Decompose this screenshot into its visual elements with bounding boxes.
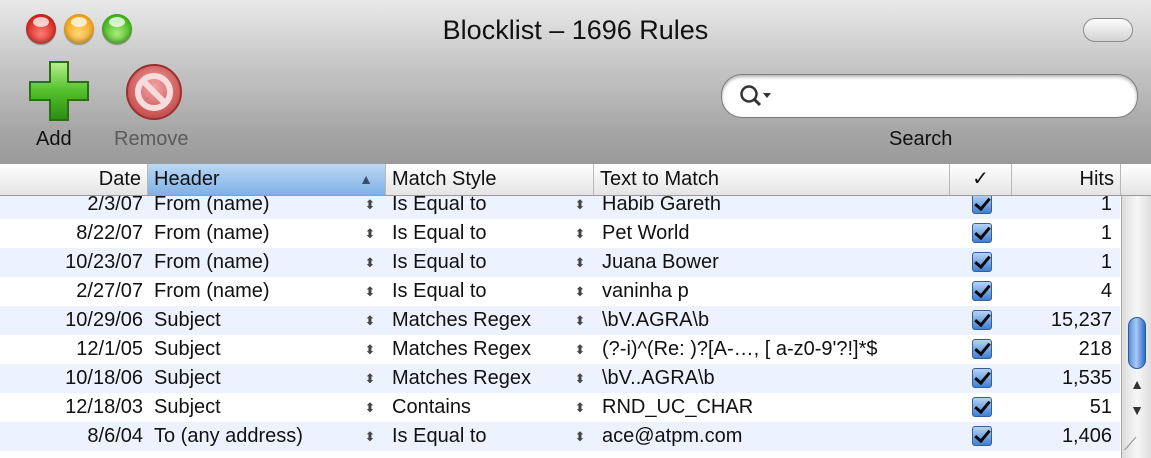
- search-input[interactable]: [778, 81, 1122, 111]
- hits-cell: 1: [1100, 222, 1112, 244]
- hits-cell: 1,406: [1061, 425, 1112, 447]
- column-header-corner: [1121, 164, 1151, 195]
- match-style-cell[interactable]: Matches Regex: [392, 338, 531, 360]
- match-style-popup-arrows-icon[interactable]: ⬍: [574, 284, 586, 299]
- prohibit-icon: [124, 62, 184, 122]
- table-row[interactable]: [0, 248, 1120, 277]
- text-to-match-cell[interactable]: Juana Bower: [602, 251, 719, 273]
- match-style-cell[interactable]: Matches Regex: [392, 309, 531, 331]
- hits-cell: 15,237: [1050, 309, 1112, 331]
- table-header: [0, 164, 1151, 196]
- hits-cell: 218: [1078, 338, 1112, 360]
- match-style-cell[interactable]: Is Equal to: [392, 222, 487, 244]
- enabled-checkbox[interactable]: [972, 397, 992, 417]
- add-label: Add: [36, 128, 72, 150]
- header-cell[interactable]: Subject: [154, 338, 221, 360]
- enabled-checkbox[interactable]: [972, 310, 992, 330]
- scroll-thumb[interactable]: [1128, 317, 1146, 369]
- date-cell: 2/27/07: [76, 280, 143, 302]
- header-popup-arrows-icon[interactable]: ⬍: [364, 371, 376, 386]
- header-popup-arrows-icon[interactable]: ⬍: [364, 197, 376, 212]
- header-popup-arrows-icon[interactable]: ⬍: [364, 255, 376, 270]
- header-cell[interactable]: Subject: [154, 367, 221, 389]
- sort-ascending-icon: ▲: [359, 171, 373, 187]
- enabled-checkbox[interactable]: [972, 426, 992, 446]
- header-cell[interactable]: From (name): [154, 196, 270, 215]
- column-header-text-to-match[interactable]: Text to Match: [594, 164, 950, 195]
- search-icon[interactable]: [738, 83, 772, 109]
- table-row[interactable]: [0, 393, 1120, 422]
- match-style-cell[interactable]: Is Equal to: [392, 280, 487, 302]
- date-cell: 8/22/07: [76, 222, 143, 244]
- column-header-hits[interactable]: Hits: [1012, 164, 1121, 195]
- enabled-checkbox[interactable]: [972, 368, 992, 388]
- match-style-cell[interactable]: Contains: [392, 396, 471, 418]
- match-style-popup-arrows-icon[interactable]: ⬍: [574, 226, 586, 241]
- text-to-match-cell[interactable]: ace@atpm.com: [602, 425, 743, 447]
- window-title: Blocklist – 1696 Rules: [442, 15, 709, 45]
- match-style-popup-arrows-icon[interactable]: ⬍: [574, 371, 586, 386]
- column-header-label: Header: [154, 168, 220, 190]
- search-label: Search: [889, 128, 953, 150]
- column-header-enabled[interactable]: ✓: [950, 164, 1012, 195]
- text-to-match-cell[interactable]: Habib Gareth: [602, 196, 721, 215]
- text-to-match-cell[interactable]: \bV.AGRA\b: [602, 309, 710, 331]
- text-to-match-cell[interactable]: vaninha p: [602, 280, 689, 302]
- match-style-popup-arrows-icon[interactable]: ⬍: [574, 342, 586, 357]
- header-cell[interactable]: From (name): [154, 251, 270, 273]
- header-popup-arrows-icon[interactable]: ⬍: [364, 342, 376, 357]
- column-header-date[interactable]: Date: [0, 164, 148, 195]
- search-field[interactable]: [721, 74, 1138, 118]
- text-to-match-cell[interactable]: Pet World: [602, 222, 690, 244]
- date-cell: 8/6/04: [87, 425, 143, 447]
- remove-label: Remove: [114, 128, 189, 150]
- text-to-match-cell[interactable]: RND_UC_CHAR: [602, 396, 754, 418]
- enabled-checkbox[interactable]: [972, 223, 992, 243]
- hits-cell: 1: [1100, 196, 1112, 215]
- header-cell[interactable]: Subject: [154, 309, 221, 331]
- header-cell[interactable]: From (name): [154, 280, 270, 302]
- rules-table: [0, 164, 1151, 458]
- table-row[interactable]: [0, 219, 1120, 248]
- table-body: [0, 196, 1120, 458]
- enabled-checkbox[interactable]: [972, 281, 992, 301]
- match-style-popup-arrows-icon[interactable]: ⬍: [574, 429, 586, 444]
- toolbar-toggle-button[interactable]: [1083, 18, 1133, 42]
- header-popup-arrows-icon[interactable]: ⬍: [364, 226, 376, 241]
- match-style-cell[interactable]: Is Equal to: [392, 425, 487, 447]
- plus-icon: [28, 60, 90, 122]
- resize-grip-icon[interactable]: ⟋: [1124, 434, 1137, 454]
- enabled-checkbox[interactable]: [972, 252, 992, 272]
- date-cell: 2/3/07: [87, 196, 143, 215]
- enabled-checkbox[interactable]: [972, 339, 992, 359]
- date-cell: 12/1/05: [76, 338, 143, 360]
- vertical-scrollbar[interactable]: [1121, 196, 1151, 458]
- hits-cell: 51: [1089, 396, 1112, 418]
- match-style-popup-arrows-icon[interactable]: ⬍: [574, 255, 586, 270]
- text-to-match-cell[interactable]: \bV..AGRA\b: [602, 367, 715, 389]
- header-cell[interactable]: Subject: [154, 396, 221, 418]
- column-header-match-style[interactable]: Match Style: [386, 164, 594, 195]
- hits-cell: 4: [1100, 280, 1112, 302]
- header-popup-arrows-icon[interactable]: ⬍: [364, 313, 376, 328]
- table-row[interactable]: [0, 196, 1120, 219]
- header-cell[interactable]: To (any address): [154, 425, 303, 447]
- match-style-cell[interactable]: Matches Regex: [392, 367, 531, 389]
- match-style-popup-arrows-icon[interactable]: ⬍: [574, 197, 586, 212]
- scroll-up-arrow-icon[interactable]: ▲: [1130, 376, 1144, 392]
- date-cell: 10/23/07: [65, 251, 143, 273]
- hits-cell: 1: [1100, 251, 1112, 273]
- header-popup-arrows-icon[interactable]: ⬍: [364, 400, 376, 415]
- toolbar: [0, 0, 1151, 165]
- match-style-popup-arrows-icon[interactable]: ⬍: [574, 313, 586, 328]
- add-button[interactable]: [28, 60, 90, 122]
- header-popup-arrows-icon[interactable]: ⬍: [364, 284, 376, 299]
- date-cell: 12/18/03: [65, 396, 143, 418]
- column-header-header[interactable]: [148, 164, 386, 195]
- table-row[interactable]: [0, 364, 1120, 393]
- table-row[interactable]: [0, 335, 1120, 364]
- header-cell[interactable]: From (name): [154, 222, 270, 244]
- date-cell: 10/29/06: [65, 309, 143, 331]
- match-style-cell[interactable]: Is Equal to: [392, 251, 487, 273]
- header-popup-arrows-icon[interactable]: ⬍: [364, 429, 376, 444]
- table-row[interactable]: [0, 306, 1120, 335]
- date-cell: 10/18/06: [65, 367, 143, 389]
- hits-cell: 1,535: [1061, 367, 1112, 389]
- enabled-checkbox[interactable]: [972, 196, 992, 214]
- match-style-cell[interactable]: Is Equal to: [392, 196, 487, 215]
- table-row[interactable]: [0, 277, 1120, 306]
- text-to-match-cell[interactable]: (?-i)^(Re: )?[A-…, [ a-z0-9'?!]*$: [602, 338, 878, 360]
- scroll-down-arrow-icon[interactable]: ▼: [1130, 402, 1144, 418]
- remove-button[interactable]: [124, 62, 184, 122]
- match-style-popup-arrows-icon[interactable]: ⬍: [574, 400, 586, 415]
- table-row[interactable]: [0, 422, 1120, 451]
